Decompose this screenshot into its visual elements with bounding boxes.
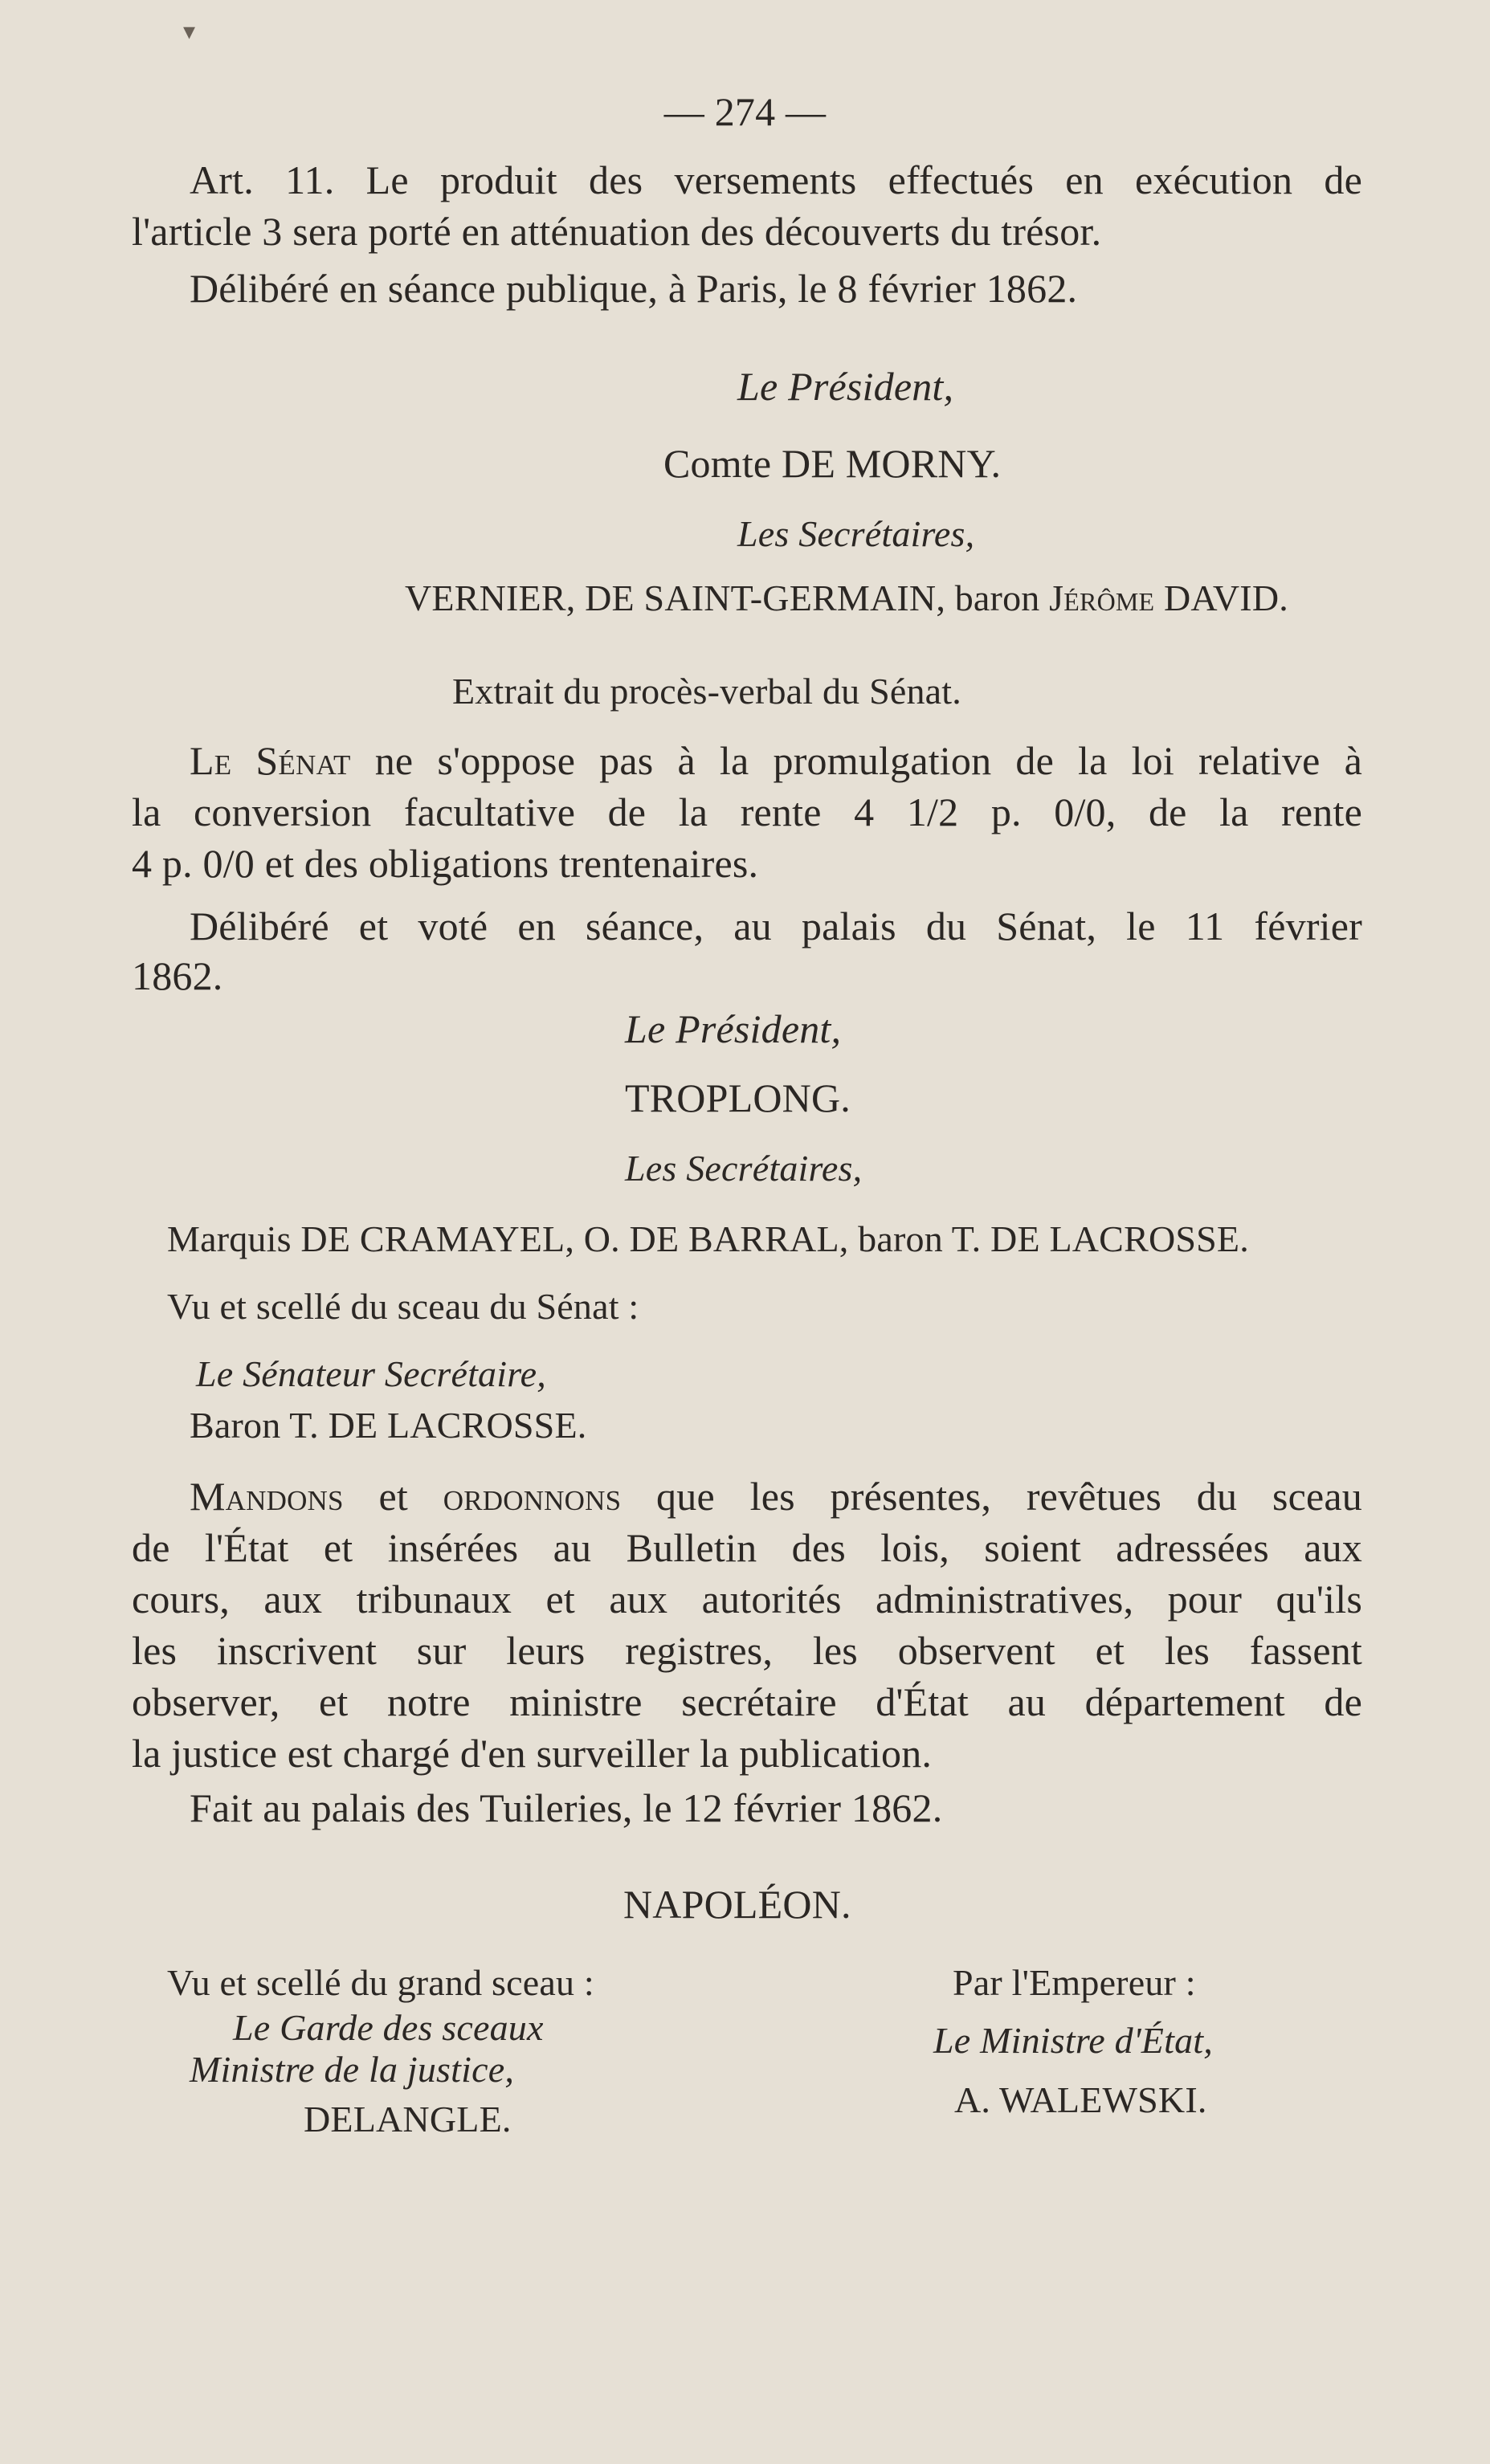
secretaires-names-1-c: DAVID. (1154, 577, 1288, 618)
article-11-line-1: Art. 11. Le produit des versements effectués en exécution de (190, 157, 1362, 202)
ministre-de-la-justice: Ministre de la justice, (190, 2049, 515, 2090)
walewski-name: A. WALEWSKI. (954, 2079, 1207, 2120)
senat-line-2: la conversion facultative de la rente 4 1/2 p. 0/0, de la rente (132, 789, 1362, 834)
mandons-et: et (343, 1474, 443, 1519)
president-name-1: Comte DE MORNY. (663, 441, 1002, 486)
vu-scelle-senat: Vu et scellé du sceau du Sénat : (167, 1286, 639, 1327)
secretaires-names-1 (405, 573, 1288, 623)
senateur-secretaire-title: Le Sénateur Secrétaire, (196, 1353, 546, 1394)
secretaires-names-1-a: VERNIER, DE SAINT-GERMAIN, baron (405, 577, 1050, 618)
senat-small-caps: Le Sénat (190, 738, 351, 783)
delangle-name: DELANGLE. (304, 2099, 512, 2140)
mandons-line-5: observer, et notre ministre secrétaire d'État au département de (132, 1679, 1362, 1724)
mandons-line-4: les inscrivent sur leurs registres, les observent et les fassent (132, 1628, 1362, 1673)
senat-line-3: 4 p. 0/0 et des obligations trentenaires. (132, 841, 759, 886)
signature-napoleon: NAPOLÉON. (623, 1882, 851, 1927)
secretaires-title-1: Les Secrétaires, (737, 513, 975, 554)
mandons-line-1 (190, 1471, 1362, 1521)
extrait-heading: Extrait du procès-verbal du Sénat. (452, 671, 961, 712)
mandons-line-1-rest: que les présentes, revêtues du sceau (621, 1474, 1362, 1519)
mandons-line-6: la justice est chargé d'en surveiller la publication. (132, 1731, 933, 1776)
fait-aux-tuileries: Fait au palais des Tuileries, le 12 février 1862. (190, 1785, 943, 1830)
secretaires-names-2: Marquis DE CRAMAYEL, O. DE BARRAL, baron T. DE LACROSSE. (167, 1218, 1249, 1259)
garde-des-sceaux: Le Garde des sceaux (233, 2007, 544, 2048)
par-l-empereur: Par l'Empereur : (953, 1962, 1196, 2003)
senateur-secretaire-name: Baron T. DE LACROSSE. (190, 1405, 587, 1446)
senat-delibere-line-1: Délibéré et voté en séance, au palais du Sénat, le 11 février (190, 904, 1362, 948)
ordonnons-small-caps: ordonnons (443, 1474, 622, 1519)
deliberation-corps-legislatif: Délibéré en séance publique, à Paris, le 8 février 1862. (190, 266, 1078, 311)
article-11-line-2: l'article 3 sera porté en atténuation des découverts du trésor. (132, 209, 1102, 254)
president-name-2: TROPLONG. (625, 1075, 851, 1120)
president-title-2: Le Président, (625, 1006, 842, 1051)
mandons-small-caps: Mandons (190, 1474, 344, 1519)
secretaires-names-1-sc: Jérôme (1049, 577, 1155, 618)
president-title-1: Le Président, (737, 364, 954, 409)
senat-line-1-rest: ne s'oppose pas à la promulgation de la loi relative à (350, 738, 1362, 783)
ministre-d-etat: Le Ministre d'État, (933, 2020, 1213, 2061)
secretaires-title-2: Les Secrétaires, (625, 1148, 863, 1189)
page-number: — 274 — (663, 89, 827, 134)
senat-delibere-line-2: 1862. (132, 953, 223, 998)
mandons-line-2: de l'État et insérées au Bulletin des lois, soient adressées aux (132, 1525, 1362, 1570)
printer-mark: ▾ (183, 18, 196, 45)
senat-line-1 (190, 736, 1362, 785)
vu-scelle-grand-sceau: Vu et scellé du grand sceau : (167, 1962, 594, 2003)
mandons-line-3: cours, aux tribunaux et aux autorités administratives, pour qu'ils (132, 1577, 1362, 1622)
